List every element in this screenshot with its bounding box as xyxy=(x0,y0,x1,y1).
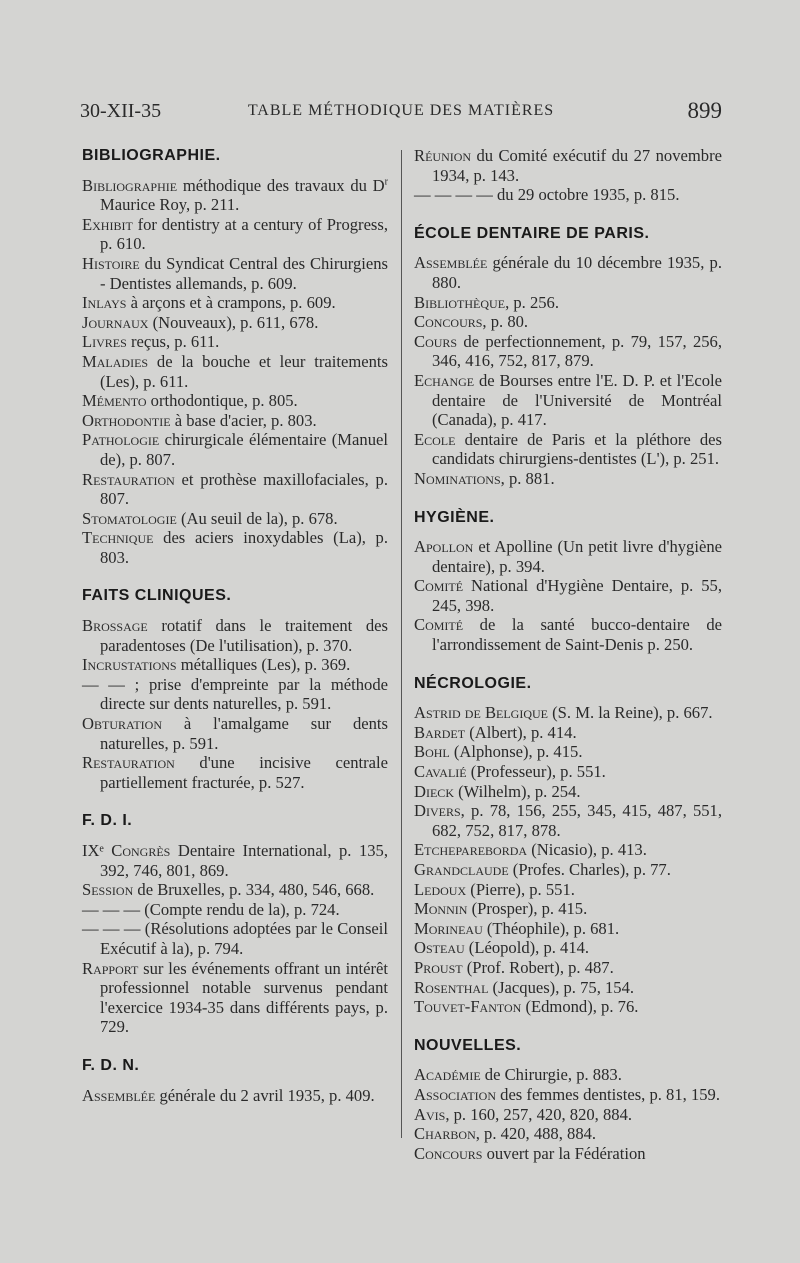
index-entry xyxy=(82,470,388,509)
entry-text-continued: Maurice Roy, p. 211. xyxy=(100,195,240,215)
entry-text: (Professeur), p. 551. xyxy=(466,762,606,782)
index-entry xyxy=(414,1065,722,1085)
entry-text: , p. 420, 488, 884. xyxy=(475,1124,597,1144)
running-header xyxy=(80,96,722,126)
entry-keyword: Echange xyxy=(414,370,475,390)
entry-keyword: Dieck xyxy=(414,781,454,801)
entry-keyword: Mémento xyxy=(82,391,147,411)
index-entry xyxy=(82,332,388,352)
section-heading-hygiene: HYGIÈNE. xyxy=(414,508,495,526)
index-entry xyxy=(414,703,722,723)
entry-text: for dentistry at a century of Progress, p. 610. xyxy=(100,214,388,254)
index-entry xyxy=(82,430,388,469)
entry-text: (Edmond), p. 76. xyxy=(521,997,639,1017)
section-heading-faits-cliniques: FAITS CLINIQUES. xyxy=(82,587,232,605)
index-entry xyxy=(414,978,722,998)
entry-keyword: Nominations xyxy=(414,468,501,488)
entry-text: (Alphonse), p. 415. xyxy=(449,742,583,762)
entry-keyword: Rapport xyxy=(82,958,139,978)
entry-text: générale du 2 avril 1935, p. 409. xyxy=(155,1085,375,1105)
index-entry xyxy=(414,1105,722,1125)
entry-keyword: Charbon xyxy=(414,1124,476,1144)
entry-text: à arçons et à crampons, p. 609. xyxy=(126,293,336,313)
entry-keyword: Rosenthal xyxy=(414,977,489,997)
index-entry xyxy=(82,313,388,333)
index-entry xyxy=(82,391,388,411)
right-column xyxy=(414,146,722,1163)
entry-text: , p. 80. xyxy=(482,312,529,332)
section-heading-bibliographie: BIBLIOGRAPHIE. xyxy=(82,147,221,164)
entry-keyword: Pathologie xyxy=(82,430,160,450)
entry-text: (Profes. Charles), p. 77. xyxy=(508,860,671,879)
index-entry xyxy=(414,840,722,860)
entry-keyword: Incrustations xyxy=(82,655,177,675)
entry-text: (Prosper), p. 415. xyxy=(467,899,588,919)
index-entry xyxy=(414,253,722,292)
entry-keyword: Session xyxy=(82,880,134,900)
entry-keyword: Cavalié xyxy=(414,762,467,782)
entry-text: (Albert), p. 414. xyxy=(465,722,577,742)
index-entry xyxy=(82,509,388,529)
entry-keyword: Proust xyxy=(414,957,463,977)
index-entry xyxy=(82,215,388,254)
page-number: 899 xyxy=(687,98,722,123)
entry-text: et Apolline (Un petit livre d'hygiène dentaire), p. 394. xyxy=(432,537,722,576)
entry-text: du Syndicat Central des Chirurgiens - Dentistes allemands, p. 609. xyxy=(100,253,388,293)
index-entry xyxy=(414,615,722,654)
entry-text: méthodique des travaux du D xyxy=(177,175,385,195)
entry-keyword: Bardet xyxy=(414,722,466,742)
entry-text: (Léopold), p. 414. xyxy=(464,938,590,958)
index-entry xyxy=(82,714,388,753)
entry-keyword: Maladies xyxy=(82,351,149,371)
index-entry xyxy=(414,293,722,313)
section-heading-ecole-dentaire-de-paris: ÉCOLE DENTAIRE DE PARIS. xyxy=(414,224,650,242)
index-entry xyxy=(82,675,388,714)
entry-keyword: Restauration xyxy=(82,753,175,773)
index-entry xyxy=(82,254,388,293)
header-title: TABLE MÉTHODIQUE DES MATIÈRES xyxy=(247,102,555,119)
entry-text: — — — — du 29 octobre 1935, p. 815. xyxy=(414,185,680,205)
index-entry xyxy=(82,352,388,391)
entry-superscript: r xyxy=(384,176,388,188)
index-entry xyxy=(414,723,722,743)
entry-keyword: Concours xyxy=(414,1143,483,1163)
entry-keyword: Assemblée xyxy=(414,253,488,273)
entry-text: sur les événements offrant un intérêt professionnel notable survenus pendant l'exercice 1934-35 dans différents pays, p. 729. xyxy=(100,958,388,1037)
entry-text: de Bruxelles, p. 334, 480, 546, 668. xyxy=(133,880,375,900)
entry-text: des femmes dentistes, p. 81, 159. xyxy=(496,1084,720,1104)
index-entry xyxy=(82,880,388,900)
index-entry xyxy=(414,146,722,185)
entry-text: orthodontique, p. 805. xyxy=(146,391,298,411)
entry-text: (Jacques), p. 75, 154. xyxy=(488,977,635,997)
index-entry xyxy=(414,801,722,840)
entry-keyword: Assemblée xyxy=(82,1085,156,1105)
entry-keyword: Osteau xyxy=(414,938,465,958)
entry-text: et prothèse maxillofaciales, p. 807. xyxy=(100,469,388,509)
entry-keyword: Bibliothèque xyxy=(414,292,506,312)
entry-keyword: Obturation xyxy=(82,714,162,734)
index-entry xyxy=(414,430,722,469)
entry-keyword: Association xyxy=(414,1084,496,1104)
entry-keyword: Astrid de Belgique xyxy=(414,703,548,723)
entry-text: chirurgicale élémentaire (Manuel de), p. 807. xyxy=(100,430,388,469)
entry-text: , p. 256. xyxy=(505,292,559,312)
entry-text: reçus, p. 611. xyxy=(126,332,220,352)
entry-keyword: Stomatologie xyxy=(82,508,177,528)
entry-keyword: Etchepareborda xyxy=(414,840,528,860)
entry-text: rotatif dans le traitement des paradentoses (De l'utilisation), p. 370. xyxy=(100,616,388,655)
index-entry xyxy=(82,655,388,675)
index-entry xyxy=(82,528,388,567)
header-date: 30-XII-35 xyxy=(80,100,162,122)
entry-text: d'une incisive centrale partiellement fracturée, p. 527. xyxy=(100,753,388,792)
entry-text: (Pierre), p. 551. xyxy=(466,879,575,899)
entry-text: des aciers inoxydables (La), p. 803. xyxy=(100,528,388,567)
index-entry xyxy=(82,176,388,215)
entry-keyword: Comité xyxy=(414,615,464,635)
index-entry xyxy=(414,899,722,919)
entry-keyword: Livres xyxy=(82,332,127,352)
entry-text: — — — (Compte rendu de la), p. 724. xyxy=(82,899,340,919)
index-entry xyxy=(414,880,722,900)
index-entry xyxy=(414,576,722,615)
entry-text: à base d'acier, p. 803. xyxy=(170,410,317,430)
entry-keyword: Comité xyxy=(414,576,464,596)
entry-text: (Nicasio), p. 413. xyxy=(527,840,647,860)
section-heading-f-d-i: F. D. I. xyxy=(82,812,133,830)
entry-keyword: Divers xyxy=(414,801,461,821)
entry-text: de Chirurgie, p. 883. xyxy=(480,1065,622,1085)
entry-keyword: Orthodontie xyxy=(82,410,171,430)
entry-keyword: Technique xyxy=(82,528,154,548)
entry-keyword: Morineau xyxy=(414,918,483,938)
column-divider xyxy=(401,150,402,1138)
index-entry xyxy=(414,469,722,489)
entry-keyword: Monnin xyxy=(414,899,468,919)
index-entry xyxy=(414,312,722,332)
entry-keyword: Restauration xyxy=(82,469,175,489)
entry-keyword: Concours xyxy=(414,312,483,332)
index-entry xyxy=(414,1144,722,1164)
index-entry xyxy=(414,958,722,978)
entry-text: (Prof. Robert), p. 487. xyxy=(462,957,614,977)
entry-text: (S. M. la Reine), p. 667. xyxy=(548,703,713,723)
index-entry xyxy=(414,371,722,430)
index-entry xyxy=(82,919,388,958)
entry-text: de Bourses entre l'E. D. P. et l'Ecole dentaire de l'Université de Montréal (Canada), p. 417. xyxy=(432,370,722,430)
entry-text: (Wilhelm), p. 254. xyxy=(453,781,581,801)
index-entry xyxy=(414,1085,722,1105)
entry-text: — — ; prise d'empreinte par la méthode directe sur dents naturelles, p. 591. xyxy=(82,674,388,714)
index-entry xyxy=(82,293,388,313)
entry-keyword: Avis xyxy=(414,1104,446,1124)
index-entry xyxy=(414,997,722,1017)
entry-text: générale du 10 décembre 1935, p. 880. xyxy=(432,253,722,292)
entry-text: du Comité exécutif du 27 novembre 1934, p. 143. xyxy=(432,146,722,185)
index-entry xyxy=(414,537,722,576)
entry-keyword: Académie xyxy=(414,1065,481,1085)
entry-text: de perfectionnement, p. 79, 157, 256, 346, 416, 752, 817, 879. xyxy=(432,331,722,371)
index-entry xyxy=(82,841,388,880)
entry-keyword: Exhibit xyxy=(82,214,133,234)
index-entry xyxy=(414,938,722,958)
entry-keyword: Grandclaude xyxy=(414,860,509,879)
index-entry xyxy=(414,919,722,939)
entry-keyword: Bohl xyxy=(414,742,450,762)
index-entry xyxy=(414,860,722,880)
section-heading-f-d-n: F. D. N. xyxy=(82,1056,140,1074)
entry-keyword: Bibliographie xyxy=(82,175,178,195)
entry-text: National d'Hygiène Dentaire, p. 55, 245, 398. xyxy=(432,576,722,615)
entry-text: ouvert par la Fédération xyxy=(482,1143,646,1163)
entry-text: , p. 881. xyxy=(500,468,555,488)
index-entry xyxy=(82,900,388,920)
entry-keyword: Brossage xyxy=(82,616,148,636)
entry-keyword: Inlays xyxy=(82,293,127,313)
entry-text: , p. 78, 156, 255, 345, 415, 487, 551, 682, 752, 817, 878. xyxy=(432,801,722,840)
index-entry xyxy=(414,762,722,782)
entry-text: (Nouveaux), p. 611, 678. xyxy=(148,312,319,332)
entry-text: de la santé bucco-dentaire de l'arrondissement de Saint-Denis p. 250. xyxy=(432,615,722,655)
entry-text: à l'amalgame sur dents naturelles, p. 591. xyxy=(100,714,388,753)
index-entry xyxy=(414,782,722,802)
entry-keyword: Apollon xyxy=(414,537,474,557)
entry-keyword: Réunion xyxy=(414,146,472,165)
section-heading-nouvelles: NOUVELLES. xyxy=(414,1036,522,1054)
entry-text: de la bouche et leur traitements (Les), p. 611. xyxy=(100,351,388,391)
entry-text: dentaire de Paris et la pléthore des candidats chirurgiens-dentistes (L'), p. 251. xyxy=(432,429,722,469)
index-entry xyxy=(82,616,388,655)
entry-keyword: IXᵉ Congrès xyxy=(82,841,171,860)
index-entry xyxy=(414,742,722,762)
entry-keyword: Ledoux xyxy=(414,879,467,899)
index-entry xyxy=(82,753,388,792)
entry-text: métalliques (Les), p. 369. xyxy=(176,655,351,675)
entry-keyword: Histoire xyxy=(82,253,140,273)
index-entry xyxy=(414,332,722,371)
index-entry xyxy=(414,185,722,205)
entry-text: , p. 160, 257, 420, 820, 884. xyxy=(445,1104,633,1124)
entry-text: (Au seuil de la), p. 678. xyxy=(176,508,338,528)
entry-text: Dentaire International, p. 135, 392, 746, 801, 869. xyxy=(100,841,388,880)
index-entry xyxy=(82,411,388,431)
entry-keyword: Touvet-Fanton xyxy=(414,997,522,1017)
left-column xyxy=(82,146,388,1105)
entry-keyword: Ecole xyxy=(414,429,456,449)
entry-text: — — — (Résolutions adoptées par le Conseil Exécutif à la), p. 794. xyxy=(82,919,388,958)
entry-keyword: Journaux xyxy=(82,312,149,332)
section-heading-necrologie: NÉCROLOGIE. xyxy=(414,674,532,692)
entry-text: (Théophile), p. 681. xyxy=(482,918,620,938)
index-entry xyxy=(82,959,388,1037)
entry-keyword: Cours xyxy=(414,331,458,351)
index-entry xyxy=(414,1124,722,1144)
index-entry xyxy=(82,1086,388,1106)
